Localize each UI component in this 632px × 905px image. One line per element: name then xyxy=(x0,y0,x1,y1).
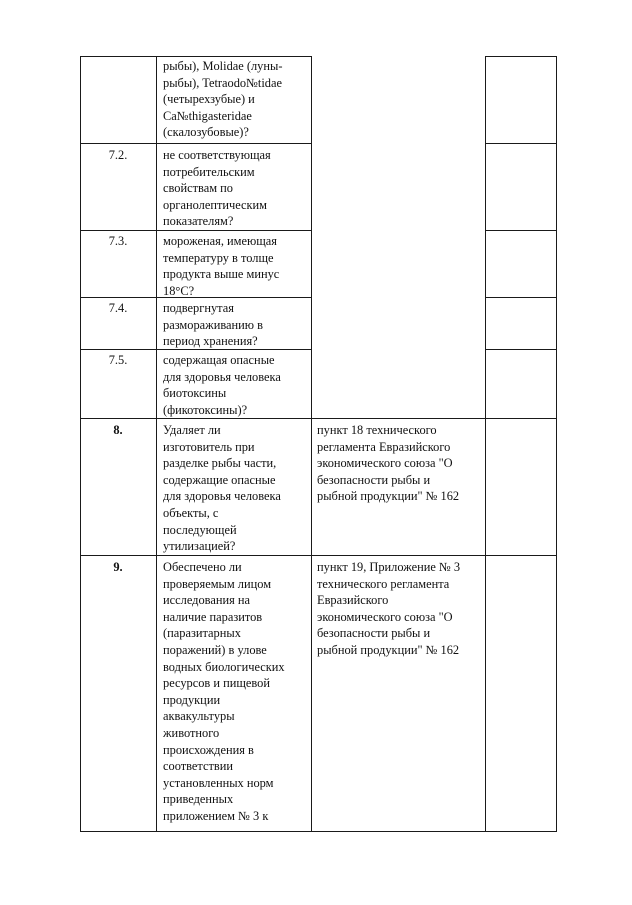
row-separator xyxy=(80,230,312,231)
question-cell: подвергнутая размораживанию в период хранения? xyxy=(163,301,263,349)
row-separator xyxy=(485,349,557,350)
question-cell: мороженая, имеющая температуру в толще продукта выше минус 18°С? xyxy=(163,234,280,298)
question-cell: не соответствующая потребительским свойствам по органолептическим показателям? xyxy=(163,148,271,229)
table-divider-num xyxy=(156,56,157,832)
table-top-left xyxy=(80,56,312,57)
question-cell: рыбы), Molidae (луны- рыбы), Tetraodo№tidae (четырехзубые) и Ca№thigasteridae (скалозубовые)? xyxy=(163,59,283,140)
table-top-right xyxy=(485,56,557,57)
table-border-right xyxy=(556,56,557,832)
item-number: 7.4. xyxy=(108,301,128,315)
row-separator xyxy=(485,297,557,298)
table-divider-reference xyxy=(485,56,486,832)
item-number: 7.2. xyxy=(108,148,128,162)
reference-cell: пункт 19, Приложение № 3 технического регламента Евразийского экономического союза "О безопасности рыбы и рыбной продукции" № 162 xyxy=(317,560,461,657)
table-bottom xyxy=(80,831,557,832)
reference-cell: пункт 18 технического регламента Евразийского экономического союза "О безопасности рыбы и рыбной продукции" № 162 xyxy=(317,423,460,504)
table-border-left xyxy=(80,56,81,832)
item-number: 8. xyxy=(113,423,123,437)
item-number: 7.5. xyxy=(108,353,128,367)
row-separator xyxy=(80,143,312,144)
item-number: 7.3. xyxy=(108,234,128,248)
question-cell: содержащая опасные для здоровья человека биотоксины (фикотоксины)? xyxy=(163,353,281,417)
row-separator-full xyxy=(80,418,557,419)
item-number: 9. xyxy=(113,560,123,574)
row-separator xyxy=(485,143,557,144)
question-cell: Обеспечено ли проверяемым лицом исследования на наличие паразитов (паразитарных поражений) в улове водных биологических ресурсов и пищевой продукции аквакультуры животного происхождения в соответствии установленных норм приведенных приложением № 3 к xyxy=(163,560,285,823)
row-separator xyxy=(485,230,557,231)
row-separator-full xyxy=(80,555,557,556)
question-cell: Удаляет ли изготовитель при разделке рыбы части, содержащие опасные для здоровья человека объекты, с последующей утилизацией? xyxy=(163,423,281,554)
table-divider-question xyxy=(311,56,312,832)
